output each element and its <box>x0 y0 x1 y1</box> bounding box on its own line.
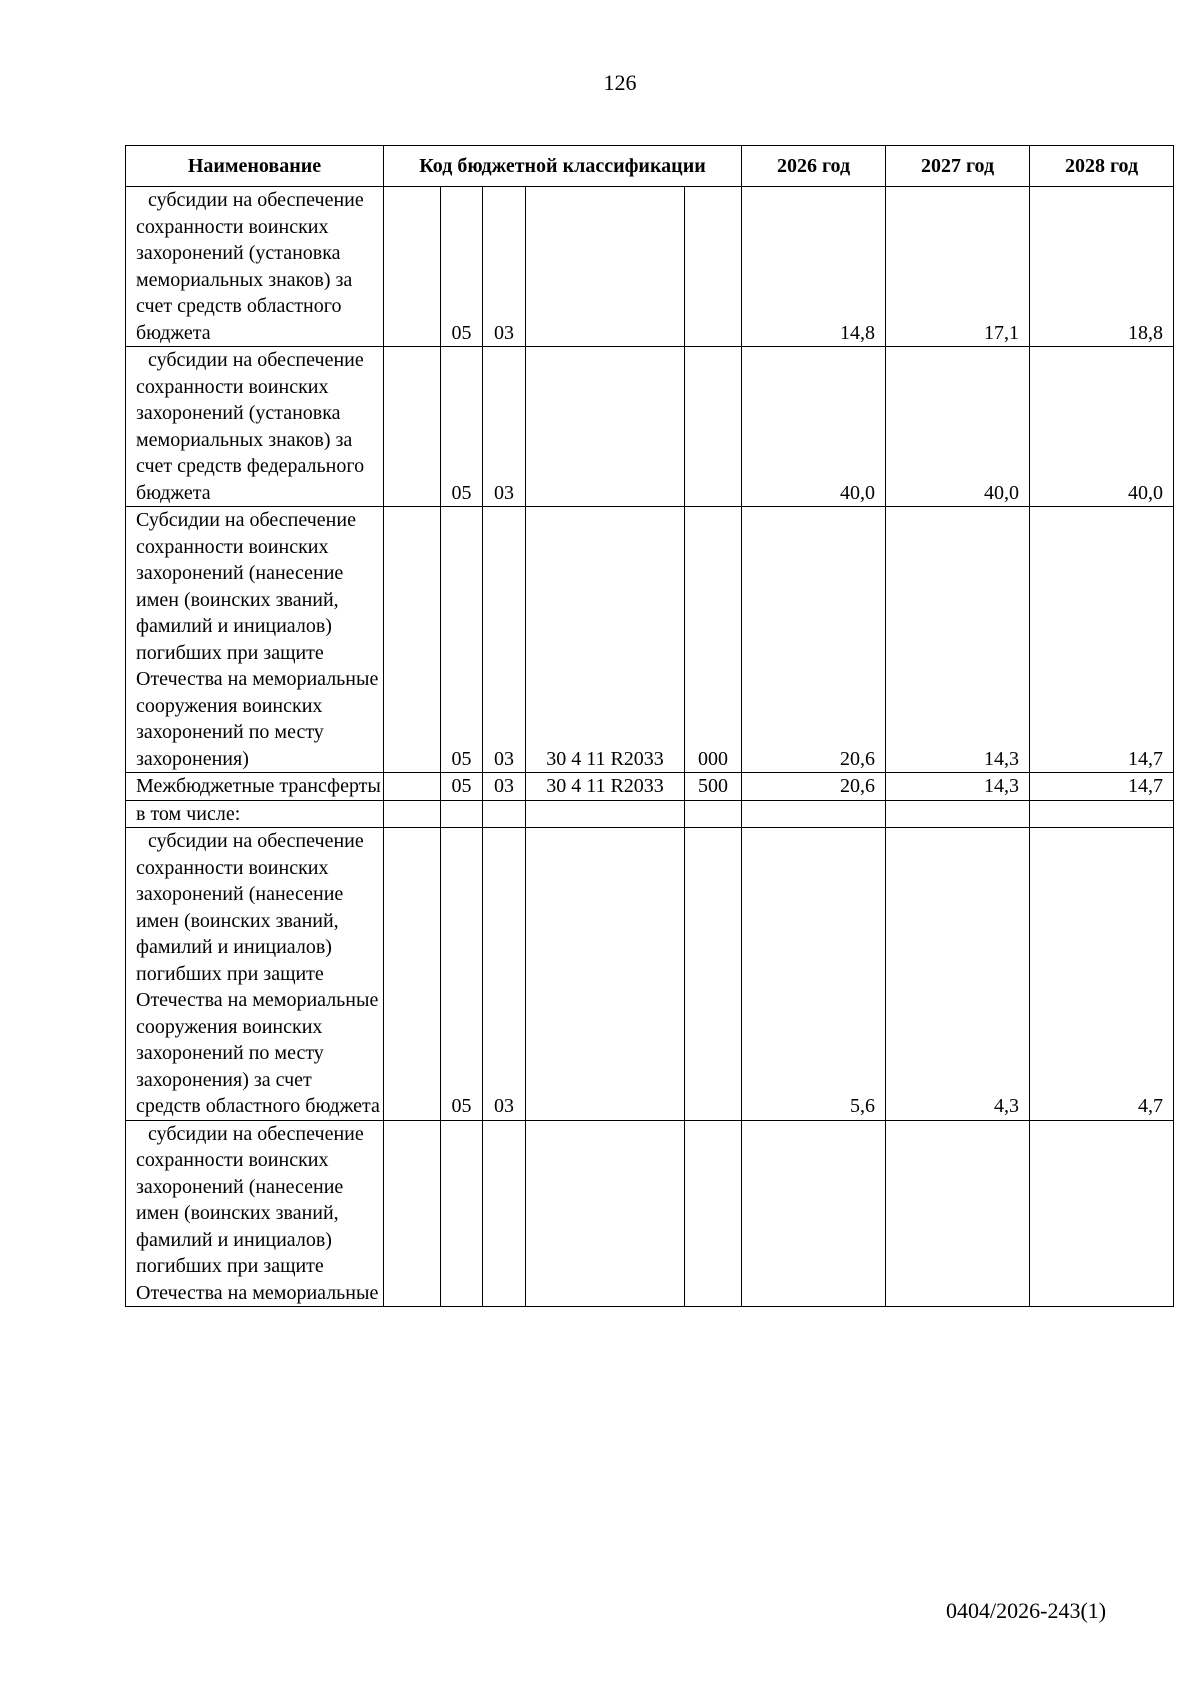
row-value-2027: 17,1 <box>886 187 1030 347</box>
row-value-2026: 20,6 <box>742 507 886 773</box>
row-code-1 <box>384 507 441 773</box>
row-value-2027: 14,3 <box>886 507 1030 773</box>
row-code-subsection <box>483 1120 526 1307</box>
row-value-2027 <box>886 1120 1030 1307</box>
row-name: субсидии на обеспечение сохранности воинских захоронений (нанесение имен (воинских званий, фамилий и инициалов) погибших при защите Отечества на мемориальные <box>126 1120 384 1307</box>
row-code-expense-type <box>685 187 742 347</box>
row-value-2026: 5,6 <box>742 828 886 1121</box>
row-name: Межбюджетные трансферты <box>126 773 384 801</box>
header-name: Наименование <box>126 146 384 187</box>
row-name: субсидии на обеспечение сохранности воинских захоронений (установка мемориальных знаков) за счет средств федерального бюджета <box>126 347 384 507</box>
row-value-2026: 20,6 <box>742 773 886 801</box>
row-code-subsection <box>483 800 526 828</box>
header-2028: 2028 год <box>1030 146 1174 187</box>
row-code-section: 05 <box>441 187 483 347</box>
row-name: в том числе: <box>126 800 384 828</box>
row-code-expense-type <box>685 347 742 507</box>
row-code-subsection: 03 <box>483 773 526 801</box>
header-2027: 2027 год <box>886 146 1030 187</box>
row-value-2027: 14,3 <box>886 773 1030 801</box>
table-row <box>126 507 1174 773</box>
table-header-row <box>126 146 1174 187</box>
row-code-subsection: 03 <box>483 828 526 1121</box>
table-row <box>126 1120 1174 1307</box>
row-code-section: 05 <box>441 507 483 773</box>
row-code-1 <box>384 1120 441 1307</box>
row-code-expense-type <box>685 800 742 828</box>
row-code-1 <box>384 347 441 507</box>
row-value-2028: 14,7 <box>1030 773 1174 801</box>
row-value-2028 <box>1030 800 1174 828</box>
budget-table <box>125 145 1174 1307</box>
row-name: Субсидии на обеспечение сохранности воинских захоронений (нанесение имен (воинских званий, фамилий и инициалов) погибших при защите Отечества на мемориальные сооружения воинских захоронений по месту захоронения) <box>126 507 384 773</box>
row-value-2026 <box>742 800 886 828</box>
row-value-2026 <box>742 1120 886 1307</box>
row-code-subsection: 03 <box>483 187 526 347</box>
row-code-expense-type: 500 <box>685 773 742 801</box>
row-code-expense-type <box>685 1120 742 1307</box>
row-code-expense-type <box>685 828 742 1121</box>
row-code-subsection: 03 <box>483 507 526 773</box>
row-value-2028 <box>1030 1120 1174 1307</box>
row-code-section <box>441 1120 483 1307</box>
row-code-1 <box>384 187 441 347</box>
row-code-target: 30 4 11 R2033 <box>526 773 685 801</box>
row-name: субсидии на обеспечение сохранности воинских захоронений (нанесение имен (воинских званий, фамилий и инициалов) погибших при защите Отечества на мемориальные сооружения воинских захоронений по месту захоронения) за счет средств областного бюджета <box>126 828 384 1121</box>
row-code-target: 30 4 11 R2033 <box>526 507 685 773</box>
table-row <box>126 773 1174 801</box>
row-code-target <box>526 1120 685 1307</box>
row-value-2026: 14,8 <box>742 187 886 347</box>
row-code-1 <box>384 773 441 801</box>
row-code-target <box>526 828 685 1121</box>
row-value-2027 <box>886 800 1030 828</box>
table-row <box>126 800 1174 828</box>
table-row <box>126 187 1174 347</box>
row-value-2027: 40,0 <box>886 347 1030 507</box>
row-code-subsection: 03 <box>483 347 526 507</box>
row-code-section: 05 <box>441 347 483 507</box>
row-value-2028: 40,0 <box>1030 347 1174 507</box>
document-code: 0404/2026-243(1) <box>946 1598 1107 1623</box>
row-value-2028: 18,8 <box>1030 187 1174 347</box>
row-code-target <box>526 800 685 828</box>
row-code-section: 05 <box>441 773 483 801</box>
row-code-expense-type: 000 <box>685 507 742 773</box>
header-2026: 2026 год <box>742 146 886 187</box>
row-value-2028: 4,7 <box>1030 828 1174 1121</box>
row-code-1 <box>384 828 441 1121</box>
page-number: 126 <box>603 70 637 95</box>
row-value-2027: 4,3 <box>886 828 1030 1121</box>
row-value-2026: 40,0 <box>742 347 886 507</box>
header-budget-code: Код бюджетной классификации <box>384 146 742 187</box>
row-code-1 <box>384 800 441 828</box>
row-code-section: 05 <box>441 828 483 1121</box>
row-name: субсидии на обеспечение сохранности воинских захоронений (установка мемориальных знаков) за счет средств областного бюджета <box>126 187 384 347</box>
table-row <box>126 828 1174 1121</box>
row-code-target <box>526 187 685 347</box>
row-code-target <box>526 347 685 507</box>
table-row <box>126 347 1174 507</box>
row-code-section <box>441 800 483 828</box>
row-value-2028: 14,7 <box>1030 507 1174 773</box>
